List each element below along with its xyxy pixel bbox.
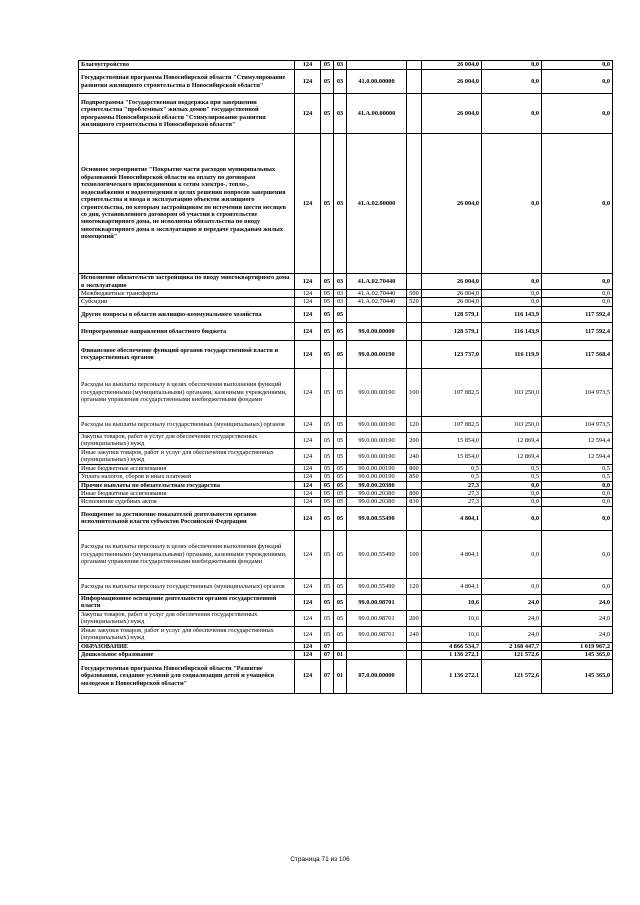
- table-row: [79, 578, 613, 594]
- cell-gr: 124: [295, 530, 321, 578]
- cell-name: Расходы на выплаты персоналу в целях обеспечения выполнения функций государственными (муниципальными) органами, казенными учреждениями, органами управления государственными внебюджетными фондами: [79, 368, 295, 416]
- cell-name: Закупка товаров, работ и услуг для обеспечения государственных (муниципальных) нужд: [79, 432, 295, 448]
- cell-s1: 26 004,0: [422, 70, 482, 94]
- cell-s1: 27,3: [422, 490, 482, 498]
- cell-name: Межбюджетные трансферты: [79, 290, 295, 298]
- cell-gr: 124: [295, 416, 321, 432]
- cell-gr: 124: [295, 642, 321, 650]
- cell-s3: 0,0: [542, 530, 613, 578]
- cell-s3: 0,0: [542, 498, 613, 506]
- cell-s3: 0,0: [542, 490, 613, 498]
- table-row: [79, 432, 613, 448]
- cell-s2: 0,0: [482, 498, 542, 506]
- cell-s1: 26 004,0: [422, 61, 482, 70]
- cell-s3: 145 365,0: [542, 659, 613, 693]
- table-row: [79, 70, 613, 94]
- cell-s2: 121 572,6: [482, 659, 542, 693]
- cell-name: Исполнение судебных актов: [79, 498, 295, 506]
- cell-gr: 124: [295, 340, 321, 368]
- cell-s1: 10,6: [422, 610, 482, 626]
- cell-s2: 0,0: [482, 298, 542, 306]
- cell-s3: 24,0: [542, 626, 613, 642]
- cell-vr: [407, 70, 422, 94]
- table-row: [79, 498, 613, 506]
- cell-s2: 0,0: [482, 290, 542, 298]
- cell-pr: 01: [334, 659, 347, 693]
- cell-csr: 41.А.02.70440: [347, 290, 407, 298]
- cell-csr: 41.А.02.00000: [347, 134, 407, 274]
- table-row: [79, 94, 613, 134]
- cell-s2: 0,0: [482, 506, 542, 530]
- cell-s3: 0,0: [542, 298, 613, 306]
- cell-s3: 24,0: [542, 610, 613, 626]
- cell-s3: 104 973,5: [542, 416, 613, 432]
- cell-s2: 0,0: [482, 94, 542, 134]
- cell-vr: 120: [407, 416, 422, 432]
- cell-name: Исполнение обязательств застройщика по вводу многоквартирного дома в эксплуатацию: [79, 274, 295, 290]
- cell-gr: 124: [295, 578, 321, 594]
- cell-s3: 0,0: [542, 274, 613, 290]
- cell-name: Благоустройство: [79, 61, 295, 70]
- cell-vr: [407, 481, 422, 489]
- cell-name: Основное мероприятие "Покрытие части расходов муниципальных образований Новосибирской области на оплату по договорам технологического присоединения к сетям электро-, тепло-, водоснабжения и водоотведения в целях решения вопросов завершения строительства и ввода в эксплуатацию объектов жилищного строительства, по которым застройщиком по истечении шести месяцев со дня, установленного договором об участии в строительстве многоквартирного дома, не исполнены обязательства по вводу многоквартирного дома в эксплуатацию и передаче гражданам жилых помещений": [79, 134, 295, 274]
- cell-csr: 99.0.00.20380: [347, 490, 407, 498]
- cell-s2: 12 869,4: [482, 432, 542, 448]
- cell-gr: 124: [295, 70, 321, 94]
- cell-s2: 0,0: [482, 70, 542, 94]
- cell-gr: 124: [295, 134, 321, 274]
- cell-vr: 800: [407, 464, 422, 472]
- cell-csr: 99.0.00.20380: [347, 481, 407, 489]
- cell-s2: 0,0: [482, 61, 542, 70]
- cell-s2: 0,0: [482, 530, 542, 578]
- cell-s1: 107 882,5: [422, 368, 482, 416]
- cell-pr: 05: [334, 306, 347, 322]
- cell-s1: 26 004,0: [422, 290, 482, 298]
- cell-pr: 05: [334, 578, 347, 594]
- cell-name: Расходы на выплаты персоналу государственных (муниципальных) органов: [79, 578, 295, 594]
- cell-name: Иные закупки товаров, работ и услуг для обеспечения государственных (муниципальных) нужд: [79, 626, 295, 642]
- budget-table: [78, 60, 613, 694]
- cell-name: Расходы на выплаты персоналу государственных (муниципальных) органов: [79, 416, 295, 432]
- table-row: [79, 61, 613, 70]
- table-row: [79, 659, 613, 693]
- cell-gr: 124: [295, 594, 321, 610]
- cell-rz: 05: [321, 432, 334, 448]
- cell-vr: 100: [407, 530, 422, 578]
- cell-pr: 05: [334, 610, 347, 626]
- cell-rz: 05: [321, 490, 334, 498]
- table-row: [79, 448, 613, 464]
- cell-rz: 05: [321, 368, 334, 416]
- cell-rz: 07: [321, 659, 334, 693]
- cell-s2: 116 143,9: [482, 306, 542, 322]
- cell-s1: 10,6: [422, 594, 482, 610]
- cell-s2: 0,0: [482, 578, 542, 594]
- cell-name: Непрограммные направления областного бюджета: [79, 322, 295, 340]
- cell-s3: 117 568,4: [542, 340, 613, 368]
- cell-s3: 12 594,4: [542, 448, 613, 464]
- cell-rz: 05: [321, 306, 334, 322]
- cell-s3: 0,0: [542, 506, 613, 530]
- cell-gr: 124: [295, 448, 321, 464]
- cell-csr: 99.0.00.00190: [347, 448, 407, 464]
- table-row: [79, 274, 613, 290]
- cell-vr: [407, 642, 422, 650]
- cell-pr: 05: [334, 464, 347, 472]
- cell-s3: 0,0: [542, 61, 613, 70]
- cell-gr: 124: [295, 322, 321, 340]
- table-row: [79, 298, 613, 306]
- table-row: [79, 473, 613, 481]
- cell-csr: 99.0.00.00190: [347, 473, 407, 481]
- cell-pr: 05: [334, 416, 347, 432]
- cell-vr: 830: [407, 498, 422, 506]
- budget-table-sheet: [78, 60, 612, 694]
- cell-pr: 05: [334, 322, 347, 340]
- table-row: [79, 506, 613, 530]
- cell-s2: 0,0: [482, 134, 542, 274]
- cell-pr: 03: [334, 134, 347, 274]
- cell-s3: 0,0: [542, 578, 613, 594]
- cell-pr: 05: [334, 448, 347, 464]
- cell-csr: 99.0.00.98701: [347, 594, 407, 610]
- cell-pr: 05: [334, 368, 347, 416]
- cell-s3: 117 592,4: [542, 306, 613, 322]
- cell-s1: 15 854,0: [422, 448, 482, 464]
- cell-csr: 99.0.00.00190: [347, 368, 407, 416]
- cell-s2: 0,5: [482, 473, 542, 481]
- cell-gr: 124: [295, 94, 321, 134]
- cell-rz: 07: [321, 642, 334, 650]
- cell-name: ОБРАЗОВАНИЕ: [79, 642, 295, 650]
- cell-gr: 124: [295, 659, 321, 693]
- cell-name: Информационное освещение деятельности органов государственной власти: [79, 594, 295, 610]
- cell-pr: 05: [334, 498, 347, 506]
- cell-vr: 800: [407, 490, 422, 498]
- cell-csr: 99.0.00.00190: [347, 464, 407, 472]
- cell-pr: 05: [334, 626, 347, 642]
- cell-gr: 124: [295, 290, 321, 298]
- cell-gr: 124: [295, 274, 321, 290]
- table-row: [79, 464, 613, 472]
- cell-s1: 123 737,0: [422, 340, 482, 368]
- cell-s2: 116 143,9: [482, 322, 542, 340]
- cell-vr: 200: [407, 432, 422, 448]
- cell-s1: 4 866 534,7: [422, 642, 482, 650]
- cell-csr: 99.0.00.55490: [347, 578, 407, 594]
- cell-s1: 27,3: [422, 498, 482, 506]
- cell-rz: 05: [321, 322, 334, 340]
- cell-s3: 0,5: [542, 473, 613, 481]
- cell-name: Иные бюджетные ассигнования: [79, 464, 295, 472]
- cell-csr: 99.0.00.00000: [347, 322, 407, 340]
- table-row: [79, 610, 613, 626]
- cell-s2: 12 869,4: [482, 448, 542, 464]
- cell-s2: 0,5: [482, 464, 542, 472]
- cell-s1: 27,3: [422, 481, 482, 489]
- cell-vr: [407, 340, 422, 368]
- table-row: [79, 490, 613, 498]
- cell-csr: [347, 306, 407, 322]
- cell-s3: 12 594,4: [542, 432, 613, 448]
- cell-csr: 41.А.02.70440: [347, 274, 407, 290]
- cell-gr: 124: [295, 610, 321, 626]
- cell-name: Расходы на выплаты персоналу в целях обеспечения выполнения функций государственными (муниципальными) органами, казенными учреждениями, органами управления государственными внебюджетными фондами: [79, 530, 295, 578]
- cell-vr: [407, 94, 422, 134]
- page-number: Страница 71 из 106: [290, 856, 350, 863]
- cell-vr: 100: [407, 368, 422, 416]
- cell-s1: 1 136 272,1: [422, 651, 482, 659]
- table-row: [79, 651, 613, 659]
- cell-rz: 05: [321, 464, 334, 472]
- cell-name: Поощрение за достижение показателей деятельности органов исполнительной власти субъектов Российской Федерации: [79, 506, 295, 530]
- cell-name: Иные закупки товаров, работ и услуг для обеспечения государственных (муниципальных) нужд: [79, 448, 295, 464]
- cell-s2: 24,0: [482, 626, 542, 642]
- cell-gr: 124: [295, 306, 321, 322]
- cell-gr: 124: [295, 368, 321, 416]
- cell-s2: 0,0: [482, 490, 542, 498]
- cell-s2: 0,0: [482, 274, 542, 290]
- cell-vr: 850: [407, 473, 422, 481]
- table-row: [79, 322, 613, 340]
- table-row: [79, 416, 613, 432]
- cell-s1: 10,6: [422, 626, 482, 642]
- cell-rz: 05: [321, 594, 334, 610]
- cell-rz: 07: [321, 651, 334, 659]
- cell-s2: 103 250,0: [482, 416, 542, 432]
- table-row: [79, 368, 613, 416]
- cell-pr: 03: [334, 298, 347, 306]
- cell-rz: 05: [321, 530, 334, 578]
- cell-gr: 124: [295, 481, 321, 489]
- cell-rz: 05: [321, 290, 334, 298]
- cell-s2: 24,0: [482, 610, 542, 626]
- cell-rz: 05: [321, 134, 334, 274]
- cell-vr: [407, 659, 422, 693]
- cell-rz: 05: [321, 610, 334, 626]
- cell-csr: 99.0.00.98701: [347, 626, 407, 642]
- cell-rz: 05: [321, 498, 334, 506]
- cell-vr: 520: [407, 298, 422, 306]
- cell-name: Прочие выплаты по обязательствам государства: [79, 481, 295, 489]
- cell-rz: 05: [321, 274, 334, 290]
- cell-pr: [334, 642, 347, 650]
- cell-s2: 103 250,0: [482, 368, 542, 416]
- cell-vr: [407, 61, 422, 70]
- cell-csr: 99.0.00.00190: [347, 432, 407, 448]
- cell-gr: 124: [295, 490, 321, 498]
- cell-name: Государственная программа Новосибирской области "Стимулирование развития жилищного строительства в Новосибирской области": [79, 70, 295, 94]
- cell-vr: [407, 306, 422, 322]
- cell-pr: 01: [334, 651, 347, 659]
- cell-s1: 15 854,0: [422, 432, 482, 448]
- cell-vr: [407, 274, 422, 290]
- cell-s1: 26 004,0: [422, 298, 482, 306]
- cell-pr: 03: [334, 94, 347, 134]
- cell-s3: 0,0: [542, 94, 613, 134]
- cell-vr: 240: [407, 448, 422, 464]
- cell-s1: 26 004,0: [422, 274, 482, 290]
- cell-gr: 124: [295, 498, 321, 506]
- table-row: [79, 306, 613, 322]
- cell-vr: 240: [407, 626, 422, 642]
- cell-rz: 05: [321, 416, 334, 432]
- table-row: [79, 642, 613, 650]
- cell-vr: 120: [407, 578, 422, 594]
- cell-pr: 05: [334, 432, 347, 448]
- cell-name: Финансовое обеспечение функций органов государственной власти и государственных органов: [79, 340, 295, 368]
- cell-s3: 0,0: [542, 290, 613, 298]
- cell-rz: 05: [321, 94, 334, 134]
- cell-rz: 05: [321, 448, 334, 464]
- cell-name: Закупка товаров, работ и услуг для обеспечения государственных (муниципальных) нужд: [79, 610, 295, 626]
- cell-pr: 03: [334, 274, 347, 290]
- cell-csr: [347, 61, 407, 70]
- cell-csr: [347, 642, 407, 650]
- cell-csr: 99.0.00.00190: [347, 340, 407, 368]
- cell-s1: 4 804,1: [422, 530, 482, 578]
- cell-pr: 05: [334, 490, 347, 498]
- cell-s1: 1 136 272,1: [422, 659, 482, 693]
- cell-s3: 104 973,5: [542, 368, 613, 416]
- cell-gr: 124: [295, 626, 321, 642]
- cell-csr: 41.А.00.00000: [347, 94, 407, 134]
- cell-name: Иные бюджетные ассигнования: [79, 490, 295, 498]
- cell-name: Другие вопросы в области жилищно-коммунального хозяйства: [79, 306, 295, 322]
- cell-gr: 124: [295, 473, 321, 481]
- cell-gr: 124: [295, 61, 321, 70]
- cell-pr: 05: [334, 594, 347, 610]
- cell-s3: 24,0: [542, 594, 613, 610]
- cell-vr: 500: [407, 290, 422, 298]
- cell-pr: 05: [334, 481, 347, 489]
- cell-s3: 145 365,0: [542, 651, 613, 659]
- cell-s3: 117 592,4: [542, 322, 613, 340]
- cell-rz: 05: [321, 481, 334, 489]
- cell-pr: 03: [334, 290, 347, 298]
- cell-pr: 05: [334, 506, 347, 530]
- cell-s2: 116 119,9: [482, 340, 542, 368]
- cell-pr: 05: [334, 473, 347, 481]
- cell-pr: 05: [334, 530, 347, 578]
- cell-rz: 05: [321, 626, 334, 642]
- cell-vr: [407, 506, 422, 530]
- cell-vr: [407, 651, 422, 659]
- cell-s2: 2 168 447,7: [482, 642, 542, 650]
- cell-vr: [407, 594, 422, 610]
- cell-s1: 4 804,1: [422, 578, 482, 594]
- cell-csr: 99.0.00.20380: [347, 498, 407, 506]
- cell-csr: 99.0.00.55490: [347, 530, 407, 578]
- cell-s3: 1 019 967,2: [542, 642, 613, 650]
- cell-gr: 124: [295, 432, 321, 448]
- cell-s1: 4 804,1: [422, 506, 482, 530]
- cell-s1: 0,5: [422, 473, 482, 481]
- page-footer: [0, 856, 640, 863]
- cell-csr: 41.0.00.00000: [347, 70, 407, 94]
- cell-rz: 05: [321, 70, 334, 94]
- cell-s2: 121 572,6: [482, 651, 542, 659]
- cell-s3: 0,0: [542, 481, 613, 489]
- cell-csr: 41.А.02.70440: [347, 298, 407, 306]
- cell-s1: 128 579,1: [422, 306, 482, 322]
- cell-s1: 128 579,1: [422, 322, 482, 340]
- table-row: [79, 626, 613, 642]
- table-row: [79, 481, 613, 489]
- cell-s1: 26 004,0: [422, 134, 482, 274]
- cell-gr: 124: [295, 298, 321, 306]
- cell-s3: 0,0: [542, 70, 613, 94]
- cell-pr: 03: [334, 61, 347, 70]
- cell-rz: 05: [321, 61, 334, 70]
- table-row: [79, 530, 613, 578]
- cell-rz: 05: [321, 578, 334, 594]
- cell-name: Подпрограмма "Государственная поддержка при завершении строительства "проблемных" жилых домов" государственной программы Новосибирской области "Стимулирование развития жилищного строительства в Новосибирской области": [79, 94, 295, 134]
- cell-csr: 07.0.00.00000: [347, 659, 407, 693]
- cell-name: Дошкольное образование: [79, 651, 295, 659]
- cell-name: Государственная программа Новосибирской области "Развитие образования, создание условий для социализации детей и учащейся молодежи в Новосибирской области": [79, 659, 295, 693]
- cell-s3: 0,0: [542, 134, 613, 274]
- cell-csr: 99.0.00.55490: [347, 506, 407, 530]
- table-row: [79, 340, 613, 368]
- cell-gr: 124: [295, 506, 321, 530]
- cell-rz: 05: [321, 473, 334, 481]
- cell-s1: 26 004,0: [422, 94, 482, 134]
- cell-csr: 99.0.00.98701: [347, 610, 407, 626]
- cell-s1: 0,5: [422, 464, 482, 472]
- cell-pr: 03: [334, 70, 347, 94]
- cell-s2: 0,0: [482, 481, 542, 489]
- cell-gr: 124: [295, 464, 321, 472]
- cell-s3: 0,5: [542, 464, 613, 472]
- cell-csr: [347, 651, 407, 659]
- cell-vr: [407, 322, 422, 340]
- table-row: [79, 290, 613, 298]
- cell-vr: [407, 134, 422, 274]
- cell-pr: 05: [334, 340, 347, 368]
- cell-rz: 05: [321, 340, 334, 368]
- cell-name: Субсидии: [79, 298, 295, 306]
- cell-gr: 124: [295, 651, 321, 659]
- table-row: [79, 594, 613, 610]
- table-row: [79, 134, 613, 274]
- cell-vr: 200: [407, 610, 422, 626]
- cell-s2: 24,0: [482, 594, 542, 610]
- cell-rz: 05: [321, 298, 334, 306]
- cell-s1: 107 882,5: [422, 416, 482, 432]
- cell-name: Уплата налогов, сборов и иных платежей: [79, 473, 295, 481]
- cell-csr: 99.0.00.00190: [347, 416, 407, 432]
- cell-rz: 05: [321, 506, 334, 530]
